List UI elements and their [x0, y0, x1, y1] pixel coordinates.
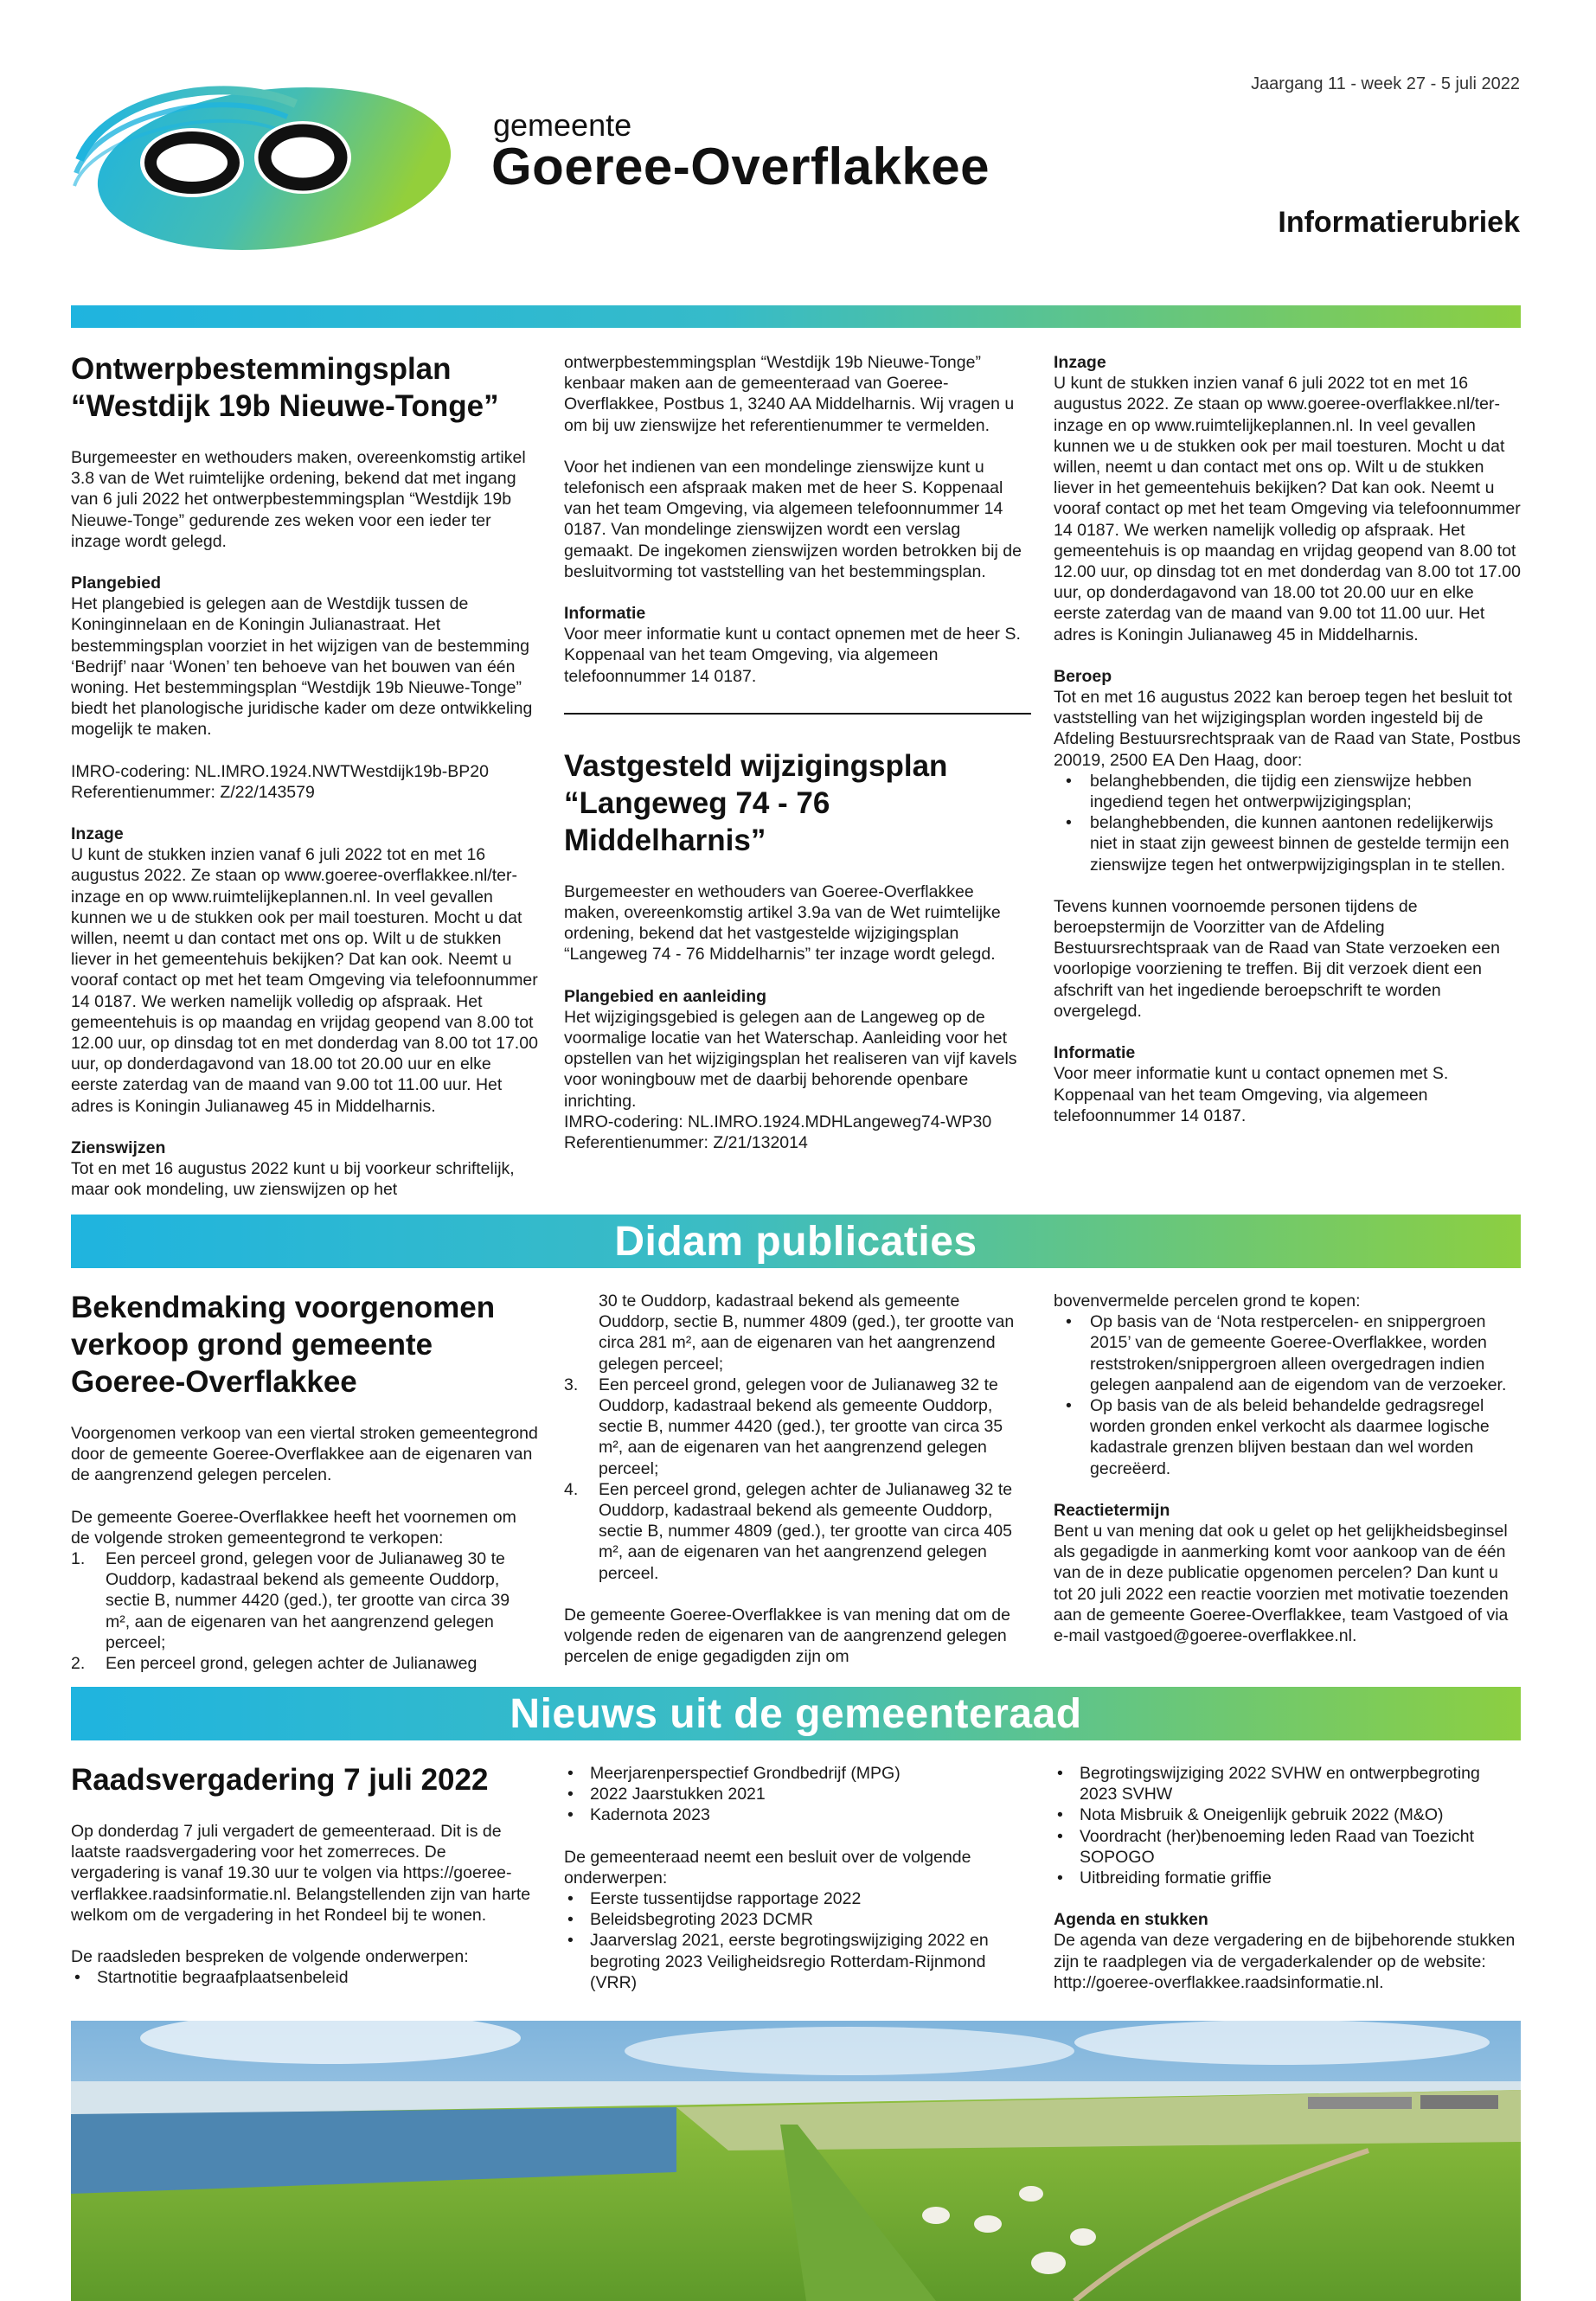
reference-number: Referentienummer: Z/22/143579 — [71, 782, 315, 802]
list-item: • Meerjarenperspectief Grondbedrijf (MPG) — [581, 1763, 1031, 1784]
subheading: Beroep — [1054, 666, 1112, 686]
list-item: • Startnotitie begraafplaatsenbeleid — [88, 1967, 538, 1988]
list-item: • Op basis van de ‘Nota restpercelen- en snippergroen 2015’ van de gemeente Goeree-Overflakkee, worden reststroken/snippergroen alleen overgedragen indien gelegen aanpalend aan de eigendom van de verzoeker. — [1071, 1311, 1521, 1395]
list-item: • Begrotingswijziging 2022 SVHW en ontwerpbegroting 2023 SVHW — [1071, 1763, 1521, 1804]
rubriek-title: Informatierubriek — [1278, 206, 1520, 239]
article-verkoop-title: Bekendmaking voorgenomen verkoop grond gemeente Goeree-Overflakkee — [71, 1291, 496, 1399]
paragraph: Bent u van mening dat ook u gelet op het gelijkheidsbeginsel als gegadigde in aanmerking komt voor aankoop van de één van de in deze publicatie opgenomen percelen? Dan kunt u tot 20 juli 2022 een reactie voorzien met motivatie toezenden aan de gemeente Goeree-Overflakkee, team Vastgoed of via e-mail vastgoed@goeree-overflakkee.nl. — [1054, 1522, 1509, 1646]
list-item: 1. Een perceel grond, gelegen voor de Julianaweg 30 te Ouddorp, kadastraal bekend als gemeente Ouddorp, sectie B, nummer 4420 (ged.), ter grootte van circa 39 m², aan de eigenaren van het aangrenzend gelegen perceel; — [71, 1549, 510, 1652]
paragraph: De gemeente Goeree-Overflakkee heeft het voornemen om de volgende stroken gemeentegrond te verkopen: — [71, 1507, 516, 1548]
header-gradient-bar — [71, 305, 1521, 328]
paragraph: De gemeente Goeree-Overflakkee is van mening dat om de volgende reden de eigenaren van de aangrenzend gelegen percelen de enige gegadigden zijn om — [564, 1605, 1010, 1667]
list-item: • Uitbreiding formatie griffie — [1071, 1868, 1521, 1888]
subheading: Agenda en stukken — [1054, 1910, 1208, 1930]
paragraph: Op donderdag 7 juli vergadert de gemeenteraad. Dit is de laatste raadsvergadering voor het zomerreces. De vergadering is vanaf 19.30 uur te volgen via https://goeree-verflakkee.raadsinformatie.nl. Belangstellenden zijn van harte welkom om de vergadering in het Rondeel bij te wonen. — [71, 1822, 531, 1925]
paragraph: U kunt de stukken inzien vanaf 6 juli 2022 tot en met 16 augustus 2022. Ze staan op www.goeree-overflakkee.nl/ter-inzage en op www.ruimtelijkeplannen.nl. In veel gevallen kunnen we u de stukken ook per mail toesturen. Mocht u dat willen, neemt u dan contact met ons op. Wilt u de stukken liever in het gemeentehuis bekijken? Dat kan ook. Neemt u vooraf contact op met het team Omgeving via telefoonnummer 14 0187. We werken namelijk volledig op afspraak. Het gemeentehuis is op maandag en vrijdag geopend van 8.00 tot 12.00 uur, op dinsdag tot en met donderdag van 8.00 tot 17.00 uur, op donderdagavond van 18.00 tot 20.00 uur en elke eerste zaterdag van de maand van 9.00 tot 11.00 uur. Het adres is Koningin Julianaweg 45 in Middelharnis. — [1054, 374, 1521, 644]
besluit-list — [564, 1888, 1031, 1993]
paragraph: Burgemeester en wethouders van Goeree-Overflakkee maken, overeenkomstig artikel 3.9a van de Wet ruimtelijke ordening, bekend dat het vastgestelde wijzigingsplan “Langeweg 74 - 76 Middelharnis” ter inzage wordt gelegd. — [564, 881, 1001, 965]
paragraph: De raadsleden bespreken de volgende onderwerpen: — [71, 1947, 469, 1967]
besluit-list — [1054, 1763, 1521, 1888]
imro-code: IMRO-codering: NL.IMRO.1924.NWTWestdijk19b-BP20 — [71, 761, 489, 781]
section-band-title: Didam publicaties — [614, 1218, 977, 1265]
paragraph: Het wijzigingsgebied is gelegen aan de Langeweg op de voormalige locatie van het Waterschap. Aanleiding voor het opstellen van het wijzigingsplan het realiseren van vijf kavels voor woningbouw met de daarbij behorende openbare inrichting. — [564, 1007, 1017, 1111]
list-item: • Jaarverslag 2021, eerste begrotingswijziging 2022 en begroting 2023 Veiligheidsregio Rotterdam-Rijnmond (VRR) — [581, 1930, 1031, 1993]
municipality-logo — [71, 78, 452, 251]
article-raad-col2 — [564, 1763, 1031, 2014]
landscape-photo — [71, 2021, 1521, 2301]
article-raad-title: Raadsvergadering 7 juli 2022 — [71, 1763, 489, 1797]
article-westdijk-col1 — [71, 350, 538, 1221]
beroep-list — [1054, 771, 1521, 875]
list-item: • belanghebbenden, die tijdig een zienswijze hebben ingediend tegen het ontwerpwijzigingsplan; — [1071, 771, 1521, 812]
paragraph: Voor het indienen van een mondelinge zienswijze kunt u telefonisch een afspraak maken met de heer S. Koppenaal van het team Omgeving, via algemeen telefoonnummer 14 0187. Van mondelinge zienswijzen wordt een verslag gemaakt. De ingekomen zienswijzen worden betrokken bij de besluitvorming tot vaststelling van het bestemmingsplan. — [564, 457, 1022, 581]
list-item: • Beleidsbegroting 2023 DCMR — [581, 1909, 1031, 1930]
article-langeweg-title: Vastgesteld wijzigingsplan “Langeweg 74 - 76 Middelharnis” — [564, 748, 948, 857]
paragraph: Burgemeester en wethouders maken, overeenkomstig artikel 3.8 van de Wet ruimtelijke ordening, bekend dat met ingang van 6 juli 2022 het ontwerpbestemmingsplan “Westdijk 19b Nieuwe-Tonge” gedurende zes weken voor een ieder ter inzage wordt gelegd. — [71, 448, 526, 551]
article-langeweg-col3 — [1054, 352, 1521, 1147]
paragraph: bovenvermelde percelen grond te kopen: — [1054, 1292, 1361, 1311]
subheading: Inzage — [71, 824, 124, 844]
paragraph: Het plangebied is gelegen aan de Westdijk tussen de Koninginnelaan en de Koningin Julianastraat. Het bestemmingsplan voorziet in het wijzigen van de bestemming ‘Bedrijf’ naar ‘Wonen’ ten behoeve van het bouwen van één woning. Het bestemmingsplan “Westdijk 19b Nieuwe-Tonge” biedt het planologische juridische kader om deze ontwikkeling mogelijk te maken. — [71, 594, 533, 740]
section-band-didam — [71, 1215, 1521, 1268]
bespreken-list — [71, 1967, 538, 1988]
list-item: • Op basis van de als beleid behandelde gedragsregel worden gronden enkel verkocht als daarmee logische kadastrale grenzen blijven bestaan dan wel worden gecreëerd. — [1071, 1395, 1521, 1479]
gemeente-label: gemeente — [493, 107, 632, 143]
article-raad-col1 — [71, 1761, 538, 2009]
paragraph: Tot en met 16 augustus 2022 kunt u bij voorkeur schriftelijk, maar ook mondeling, uw zienswijzen op het — [71, 1159, 515, 1200]
article-raad-col3 — [1054, 1763, 1521, 2014]
list-item: • Kadernota 2023 — [581, 1804, 1031, 1825]
section-divider — [564, 713, 1031, 715]
subheading: Informatie — [564, 604, 646, 624]
paragraph: U kunt de stukken inzien vanaf 6 juli 2022 tot en met 16 augustus 2022. Ze staan op www.goeree-overflakkee.nl/ter-inzage en op www.ruimtelijkeplannen.nl. In veel gevallen kunnen we u de stukken ook per mail toesturen. Mocht u dat willen, neemt u dan contact met ons op. Wilt u de stukken liever in het gemeentehuis bekijken? Dat kan ook. Neemt u vooraf contact op met het team Omgeving via telefoonnummer 14 0187. We werken namelijk volledig op afspraak. Het gemeentehuis is op maandag en vrijdag geopend van 8.00 tot 12.00 uur, op dinsdag tot en met donderdag van 8.00 tot 17.00 uur, op donderdagavond van 18.00 tot 20.00 uur en elke eerste zaterdag van de maand van 9.00 tot 11.00 uur. Het adres is Koningin Julianaweg 45 in Middelharnis. — [71, 845, 538, 1116]
article-verkoop-col2 — [564, 1291, 1031, 1688]
paragraph: De agenda van deze vergadering en de bijbehorende stukken zijn te raadplegen via de vergaderkalender op de website: http://goeree-overflakkee.raadsinformatie.nl. — [1054, 1931, 1516, 1992]
list-item: 3. Een perceel grond, gelegen voor de Julianaweg 32 te Ouddorp, kadastraal bekend als gemeente Ouddorp, sectie B, nummer 4420 (ged.), ter grootte van circa 35 m², aan de eigenaren van het aangrenzend gelegen perceel; — [564, 1375, 1003, 1478]
subheading: Plangebied — [71, 574, 162, 593]
list-item: • belanghebbenden, die kunnen aantonen redelijkerwijs niet in staat zijn geweest binnen de gestelde termijn een zienswijze tegen het ontwerpwijzigingsplan in te stellen. — [1071, 812, 1521, 875]
paragraph: Voor meer informatie kunt u contact opnemen met de heer S. Koppenaal van het team Omgeving, via algemeen telefoonnummer 14 0187. — [564, 625, 1021, 686]
paragraph: Voorgenomen verkoop van een viertal stroken gemeentegrond door de gemeente Goeree-Overflakkee aan de eigenaren van de aangrenzend gelegen percelen. — [71, 1424, 538, 1485]
gemeente-name: Goeree-Overflakkee — [491, 138, 990, 195]
paragraph: Voor meer informatie kunt u contact opnemen met S. Koppenaal van het team Omgeving, via algemeen telefoonnummer 14 0187. — [1054, 1064, 1449, 1125]
subheading: Reactietermijn — [1054, 1500, 1170, 1520]
paragraph: Tevens kunnen voornoemde personen tijdens de beroepstermijn de Voorzitter van de Afdeling Bestuursrechtspraak van de Raad van State verzoeken een voorlopige voorziening te treffen. Bij dit verzoek dient een afschrift van het ingediende beroepschrift te worden overgelegd. — [1054, 896, 1500, 1021]
section-band-gemeenteraad — [71, 1687, 1521, 1740]
issue-info: Jaargang 11 - week 27 - 5 juli 2022 — [1251, 74, 1520, 93]
percelen-list — [71, 1548, 538, 1674]
article-col2 — [564, 352, 1031, 1174]
paragraph: ontwerpbestemmingsplan “Westdijk 19b Nieuwe-Tonge” kenbaar maken aan de gemeenteraad van Goeree-Overflakkee, Postbus 1, 3240 AA Middelharnis. Wij vragen u om bij uw zienswijze het referentienummer te vermelden. — [564, 353, 1015, 435]
list-item-continued: 30 te Ouddorp, kadastraal bekend als gemeente Ouddorp, sectie B, nummer 4809 (ged.), ter grootte van circa 281 m², aan de eigenaren van het aangrenzend gelegen perceel; — [599, 1292, 1015, 1374]
paragraph: De gemeenteraad neemt een besluit over de volgende onderwerpen: — [564, 1847, 971, 1888]
subheading: Informatie — [1054, 1043, 1136, 1063]
section-band-title: Nieuws uit de gemeenteraad — [510, 1690, 1082, 1737]
redenen-list — [1054, 1311, 1521, 1479]
list-item: 4. Een perceel grond, gelegen achter de Julianaweg 32 te Ouddorp, kadastraal bekend als gemeente Ouddorp, sectie B, nummer 4809 (ged.), ter grootte van circa 405 m², aan de eigenaren van het aangrenzend gelegen perceel. — [564, 1479, 1013, 1583]
imro-code: IMRO-codering: NL.IMRO.1924.MDHLangeweg74-WP30 — [564, 1112, 992, 1131]
reference-number: Referentienummer: Z/21/132014 — [564, 1133, 808, 1153]
subheading: Inzage — [1054, 353, 1106, 372]
subheading: Plangebied en aanleiding — [564, 986, 767, 1006]
percelen-list — [564, 1375, 1031, 1584]
article-verkoop-col1 — [71, 1289, 538, 1674]
article-verkoop-col3 — [1054, 1291, 1521, 1667]
list-item: • Eerste tussentijdse rapportage 2022 — [581, 1888, 1031, 1909]
subheading: Zienswijzen — [71, 1138, 166, 1157]
list-item: • Nota Misbruik & Oneigenlijk gebruik 2022 (M&O) — [1071, 1804, 1521, 1825]
list-item: 2. Een perceel grond, gelegen achter de Julianaweg — [71, 1654, 478, 1674]
list-item: • 2022 Jaarstukken 2021 — [581, 1784, 1031, 1804]
paragraph: Tot en met 16 augustus 2022 kan beroep tegen het besluit tot vaststelling van het wijzigingsplan worden ingesteld bij de Afdeling Bestuursrechtspraak van de Raad van State, Postbus 20019, 2500 EA Den Haag, door: — [1054, 688, 1521, 770]
article-westdijk-title: Ontwerpbestemmingsplan “Westdijk 19b Nieuwe-Tonge” — [71, 352, 499, 423]
bespreken-list — [564, 1763, 1031, 1826]
list-item: • Voordracht (her)benoeming leden Raad van Toezicht SOPOGO — [1071, 1826, 1521, 1868]
